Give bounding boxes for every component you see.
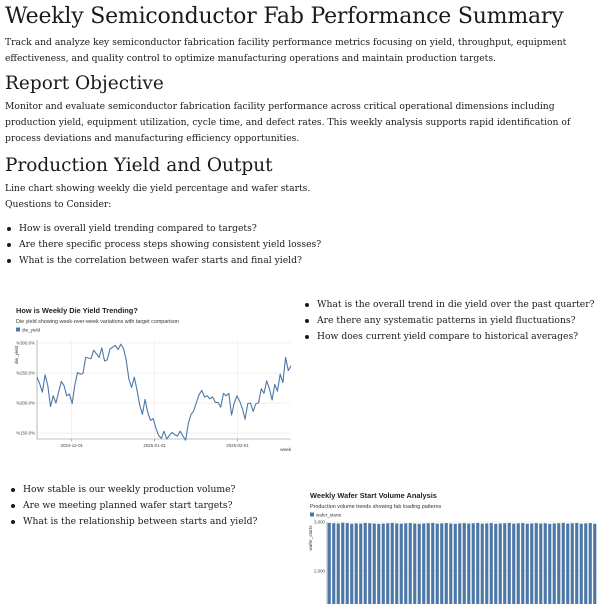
yield-x-tick-label: 2025-02-01 xyxy=(226,443,249,448)
wafer-chart-subtitle: Production volume trends showing fab loading patterns xyxy=(310,504,442,510)
wafer-bar xyxy=(476,523,479,604)
wafer-bar xyxy=(436,524,439,604)
list-item: How does current yield compare to historical averages? xyxy=(303,329,598,345)
list-item: Are there any systematic patterns in yield fluctuations? xyxy=(303,313,598,329)
list-item: What is the relationship between starts and yield? xyxy=(9,514,289,530)
wafer-bar xyxy=(517,523,520,604)
wafer-axes xyxy=(314,520,327,604)
wafer-bar xyxy=(544,523,547,604)
wafer-bar xyxy=(359,524,362,604)
wafer-bar xyxy=(418,524,421,604)
wafer-bar xyxy=(584,523,587,604)
wafer-y-tick-label: 2,000 xyxy=(314,568,325,574)
yield-chart-title: How is Weekly Die Yield Trending? xyxy=(16,306,138,315)
wafer-chart-title: Weekly Wafer Start Volume Analysis xyxy=(310,491,437,500)
wafer-bar xyxy=(485,523,488,604)
list-item: Are we meeting planned wafer start targets? xyxy=(9,498,289,514)
section-description: Line chart showing weekly die yield percentage and wafer starts. xyxy=(5,183,311,194)
wafer-bar xyxy=(481,524,484,604)
list-item: What is the overall trend in die yield over the past quarter? xyxy=(303,297,598,313)
wafer-bar xyxy=(377,524,380,604)
wafer-bar xyxy=(413,524,416,604)
yield-y-tick-label: %250.0% xyxy=(16,370,35,376)
wafer-bar xyxy=(463,523,466,604)
wafer-bar xyxy=(526,524,529,604)
wafer-bar xyxy=(427,523,430,604)
yield-y-tick-label: %200.0% xyxy=(16,400,35,406)
wafer-bar xyxy=(341,523,344,604)
wafer-bar xyxy=(494,524,497,604)
list-item: How stable is our weekly production volume? xyxy=(9,482,289,498)
yield-legend-swatch xyxy=(16,328,20,332)
wafer-y-tick-label: 3,000 xyxy=(314,519,325,525)
section-heading: Production Yield and Output xyxy=(5,155,273,176)
wafer-bar xyxy=(373,523,376,604)
yield-y-axis-title: die_yield xyxy=(14,345,19,365)
wafer-bar xyxy=(557,523,560,604)
wafer-y-axis-title: wafer_starts xyxy=(308,525,313,551)
wafer-bar xyxy=(535,523,538,604)
yield-x-axis-title: week xyxy=(280,447,291,452)
wafer-bar xyxy=(440,523,443,604)
objective-text: Monitor and evaluate semiconductor fabrication facility performance across critical operational dimensions including production yield, equipment utilization, cycle time, and defect rates. This weekly analysis supports rapid identification of process deviations and manufacturing efficiency opportunities. xyxy=(5,101,571,144)
wafer-bar xyxy=(521,523,524,604)
wafer-bar xyxy=(445,523,448,604)
wafer-bar xyxy=(530,523,533,604)
questions-label: Questions to Consider: xyxy=(5,199,112,210)
yield-y-tick-label: %300.0% xyxy=(16,340,35,346)
volume-question-list xyxy=(9,482,289,530)
wafer-chart-svg xyxy=(309,488,599,600)
intro-text: Track and analyze key semiconductor fabrication facility performance metrics focusing on yield, throughput, equipment effectiveness, and quality control to optimize manufacturing operations and maintain production targets. xyxy=(5,37,567,64)
wafer-bar xyxy=(589,523,592,604)
wafer-bar xyxy=(499,523,502,604)
wafer-bar xyxy=(431,523,434,604)
wafer-bar xyxy=(539,524,542,604)
wafer-bar xyxy=(409,523,412,604)
yield-x-tick-label: 2025-01-01 xyxy=(143,443,166,448)
wafer-bar xyxy=(422,523,425,604)
wafer-chart xyxy=(309,488,599,600)
yield-series-line xyxy=(37,344,291,440)
wafer-bar xyxy=(571,523,574,604)
wafer-bar xyxy=(467,524,470,604)
wafer-bar xyxy=(512,524,515,604)
wafer-bar xyxy=(458,523,461,604)
wafer-bar xyxy=(400,524,403,604)
section-question-list xyxy=(5,221,585,269)
yield-axes xyxy=(16,340,291,448)
page-title: Weekly Semiconductor Fab Performance Summary xyxy=(5,4,564,29)
list-item: Are there specific process steps showing consistent yield losses? xyxy=(5,237,585,253)
wafer-bar xyxy=(580,524,583,604)
yield-chart-svg xyxy=(14,303,296,455)
wafer-bar xyxy=(328,523,331,604)
wafer-bar xyxy=(508,523,511,604)
yield-legend-label: die_yield xyxy=(22,327,41,333)
wafer-bar xyxy=(566,524,569,604)
yield-grid xyxy=(37,340,291,439)
list-item: What is the correlation between wafer starts and final yield? xyxy=(5,253,585,269)
wafer-bar xyxy=(454,524,457,604)
wafer-bars xyxy=(328,523,597,604)
wafer-bar xyxy=(386,523,389,604)
yield-chart-subtitle: Die yield showing week-over-week variations with target comparison xyxy=(16,319,179,325)
wafer-bar xyxy=(355,523,358,604)
wafer-bar xyxy=(350,524,353,604)
wafer-bar xyxy=(346,523,349,604)
wafer-bar xyxy=(503,523,506,604)
yield-x-tick-label: 2024-12-01 xyxy=(60,443,83,448)
wafer-bar xyxy=(490,523,493,604)
wafer-grid xyxy=(327,522,597,604)
wafer-bar xyxy=(364,523,367,604)
wafer-bar xyxy=(548,524,551,604)
wafer-bar xyxy=(368,523,371,604)
wafer-bar xyxy=(391,523,394,604)
wafer-bar xyxy=(382,524,385,604)
wafer-bar xyxy=(395,523,398,604)
wafer-legend-swatch xyxy=(310,513,314,517)
objective-heading: Report Objective xyxy=(5,73,164,94)
wafer-bar xyxy=(332,523,335,604)
yield-chart xyxy=(14,303,296,455)
wafer-legend-label: wafer_starts xyxy=(316,512,342,518)
wafer-bar xyxy=(593,524,596,604)
wafer-bar xyxy=(472,523,475,604)
wafer-bar xyxy=(404,523,407,604)
wafer-bar xyxy=(449,524,452,604)
wafer-bar xyxy=(575,523,578,604)
list-item: How is overall yield trending compared to targets? xyxy=(5,221,585,237)
wafer-bar xyxy=(337,523,340,604)
wafer-bar xyxy=(562,523,565,604)
yield-y-tick-label: %150.0% xyxy=(16,430,35,436)
wafer-bar xyxy=(553,523,556,604)
yield-question-list xyxy=(303,297,598,345)
